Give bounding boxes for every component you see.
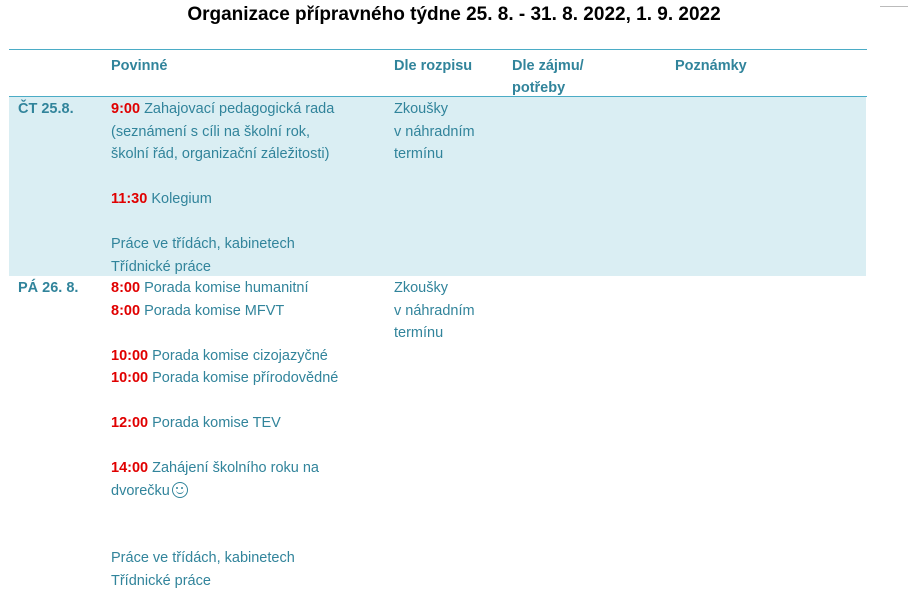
schedule-item [111, 277, 338, 300]
header-dle-rozpisu: Dle rozpisu [394, 55, 472, 77]
povinne-cell-friday [111, 277, 338, 592]
rozpis-line: v náhradním [394, 121, 475, 144]
corner-mark [880, 6, 908, 7]
schedule-item [111, 345, 338, 368]
header-dle-zajmu: Dle zájmu/ potřeby [512, 55, 622, 99]
schedule-item [111, 412, 338, 435]
header-top-border [9, 49, 867, 50]
item-text: Práce ve třídách, kabinetech [111, 236, 295, 252]
item-text: Třídnické práce [111, 259, 211, 275]
schedule-item [111, 143, 334, 166]
schedule-item [111, 300, 338, 323]
item-text: Práce ve třídách, kabinetech [111, 550, 295, 566]
item-text: Zahájení školního roku na [152, 460, 319, 476]
rozpis-line: Zkoušky [394, 98, 475, 121]
item-text: Porada komise humanitní [144, 280, 308, 296]
page-title: Organizace přípravného týdne 25. 8. - 31. 8. 2022, 1. 9. 2022 [0, 4, 908, 26]
povinne-cell-thursday [111, 98, 334, 278]
item-time: 9:00 [111, 101, 140, 117]
smiley-icon [172, 482, 188, 498]
item-text: Porada komise MFVT [144, 303, 284, 319]
schedule-item [111, 233, 334, 256]
schedule-item [111, 98, 334, 121]
schedule-item [111, 570, 338, 592]
item-time: 14:00 [111, 460, 148, 476]
rozpis-line: v náhradním [394, 300, 475, 323]
item-text: Porada komise přírodovědné [152, 370, 338, 386]
header-poznamky: Poznámky [675, 55, 747, 77]
schedule-item [111, 480, 338, 503]
item-time: 11:30 [111, 191, 147, 207]
item-time: 8:00 [111, 280, 140, 296]
row-date-friday: PÁ 26. 8. [18, 280, 78, 296]
header-povinne: Povinné [111, 55, 167, 77]
rozpis-line: termínu [394, 143, 475, 166]
rozpis-line: termínu [394, 322, 475, 345]
schedule-item [111, 457, 338, 480]
schedule-item [111, 188, 334, 211]
rozpis-line: Zkoušky [394, 277, 475, 300]
schedule-item [111, 547, 338, 570]
schedule-item [111, 367, 338, 390]
item-time: 12:00 [111, 415, 148, 431]
item-text: Zahajovací pedagogická rada [144, 101, 334, 117]
rozpis-cell-thursday [394, 98, 475, 166]
item-text: Třídnické práce [111, 573, 211, 589]
row-date-thursday: ČT 25.8. [18, 101, 74, 117]
item-time: 10:00 [111, 370, 148, 386]
rozpis-cell-friday [394, 277, 475, 345]
item-time: 8:00 [111, 303, 140, 319]
schedule-item [111, 121, 334, 144]
item-text: Kolegium [151, 191, 211, 207]
item-text: školní řád, organizační záležitosti) [111, 146, 329, 162]
item-text: (seznámení s cíli na školní rok, [111, 124, 310, 140]
item-time: 10:00 [111, 348, 148, 364]
item-text: Porada komise TEV [152, 415, 281, 431]
item-text: dvorečku [111, 483, 170, 499]
schedule-item [111, 256, 334, 279]
item-text: Porada komise cizojazyčné [152, 348, 328, 364]
